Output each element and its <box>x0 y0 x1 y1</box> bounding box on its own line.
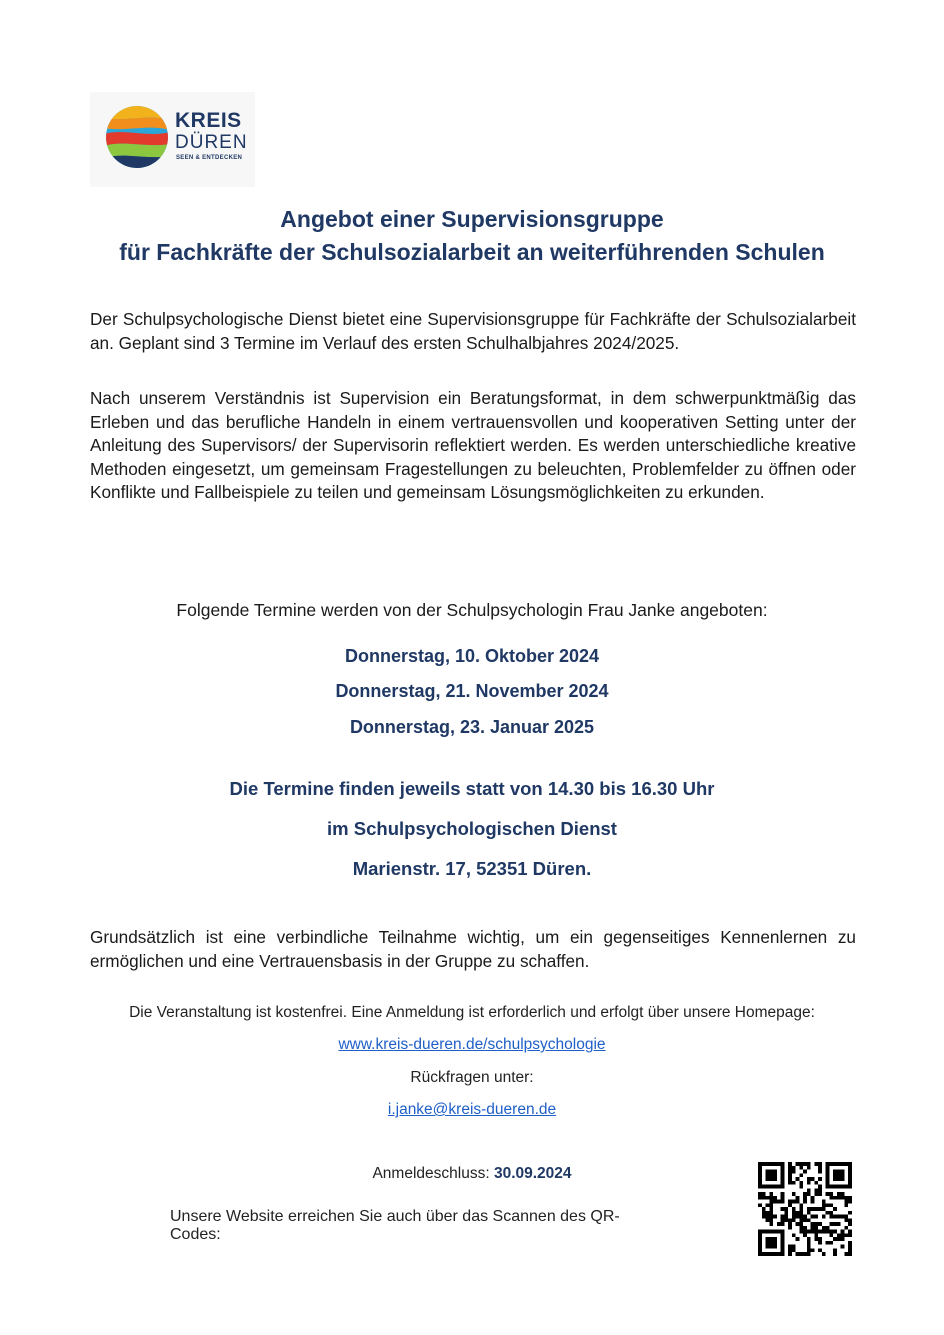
deadline-date: 30.09.2024 <box>493 1165 572 1182</box>
participation-paragraph: Grundsätzlich ist eine verbindliche Teilnahme wichtig, um ein gegenseitiges Kennenlernen zu ermöglichen und eine Vertrauensbasis in der Gruppe zu schaffen. <box>90 927 856 971</box>
qr-code-icon[interactable] <box>758 1162 852 1256</box>
dates-intro: Folgende Termine werden von der Schulpsychologin Frau Janke angeboten: <box>176 600 768 620</box>
title-line-1: Angebot einer Supervisionsgruppe <box>280 206 664 232</box>
kreis-dueren-logo <box>90 92 255 187</box>
title-line-2: für Fachkräfte der Schulsozialarbeit an weiterführenden Schulen <box>119 239 825 265</box>
date-item: Donnerstag, 21. November 2024 <box>335 681 609 701</box>
logo-tagline: SEEN & ENTDECKEN <box>176 155 243 161</box>
logo-text-dueren: DÜREN <box>175 132 248 153</box>
registration-text: Die Veranstaltung ist kostenfrei. Eine Anmeldung ist erforderlich und erfolgt über unsere Homepage: <box>129 1004 815 1021</box>
supervision-paragraph: Nach unserem Verständnis ist Supervision ein Beratungsformat, in dem schwerpunktmäßig das Erleben und das berufliche Handeln in einem vertrauensvollen und kooperativen Setting unter der Anleitung des Supervisors/ der Supervisorin reflektiert werden. Es werden unterschiedliche kreative Methoden eingesetzt, um gemeinsam Fragestellungen zu beleuchten, Problemfelder zu öffnen oder Konflikte und Fallbeispiele zu teilen und gemeinsam Lösungsmöglichkeiten zu erkunden. <box>90 388 856 503</box>
page-title <box>60 203 884 269</box>
deadline-label: Anmeldeschluss: <box>372 1165 490 1182</box>
date-item: Donnerstag, 10. Oktober 2024 <box>344 646 600 666</box>
place-info: im Schulpsychologischen Dienst <box>327 818 617 839</box>
date-item: Donnerstag, 23. Januar 2025 <box>349 717 595 737</box>
intro-paragraph: Der Schulpsychologische Dienst bietet eine Supervisionsgruppe für Fachkräfte der Schulsozialarbeit an. Geplant sind 3 Termine im Verlauf des ersten Schulhalbjahres 2024/2025. <box>90 309 856 353</box>
homepage-link[interactable]: www.kreis-dueren.de/schulpsychologie <box>338 1036 606 1053</box>
address-info: Marienstr. 17, 52351 Düren. <box>352 858 592 879</box>
email-link[interactable]: i.janke@kreis-dueren.de <box>387 1101 557 1118</box>
logo-emblem-icon <box>104 104 170 170</box>
qr-code-text: Unsere Website erreichen Sie auch über das Scannen des QR-Codes: <box>170 1208 620 1243</box>
time-info: Die Termine finden jeweils statt von 14.30 bis 16.30 Uhr <box>229 778 715 799</box>
questions-label: Rückfragen unter: <box>410 1069 534 1086</box>
logo-text-kreis: KREIS <box>175 109 242 132</box>
